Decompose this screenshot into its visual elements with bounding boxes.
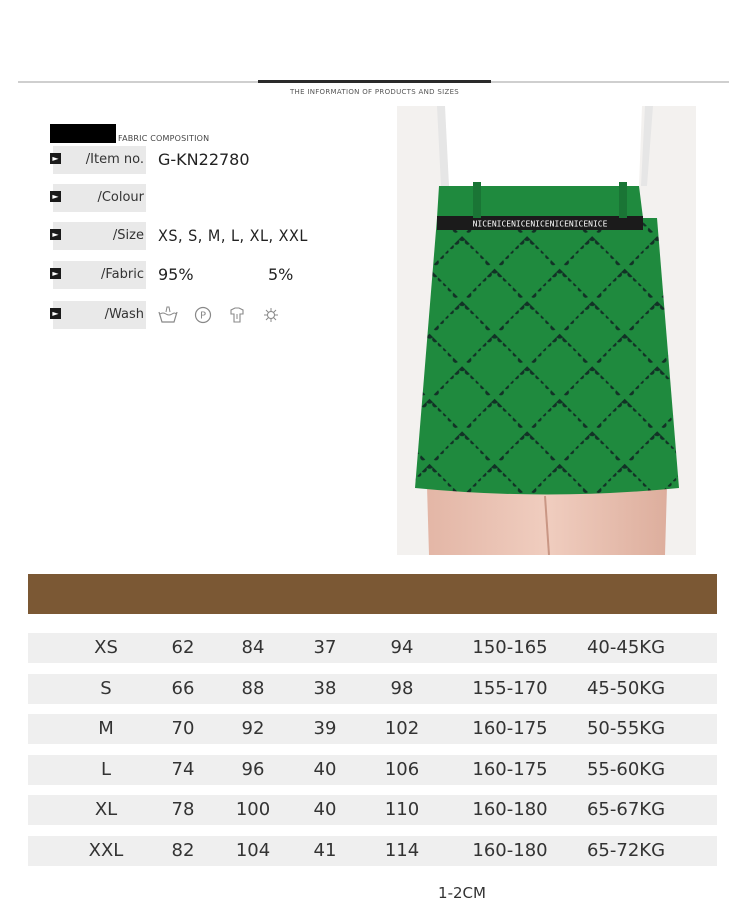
table-cell-waist: 70 bbox=[171, 718, 195, 739]
info-label: /Item no. bbox=[53, 146, 146, 174]
info-label: /Colour bbox=[53, 184, 146, 212]
table-cell-hip: 84 bbox=[241, 637, 265, 658]
table-cell-size: S bbox=[100, 678, 112, 699]
info-label: /Fabric bbox=[53, 261, 146, 289]
table-cell-waist: 78 bbox=[171, 799, 195, 820]
table-cell-hip: 104 bbox=[235, 840, 271, 861]
table-cell-hem: 98 bbox=[390, 678, 414, 699]
table-cell-size: M bbox=[98, 718, 114, 739]
size-value: XS, S, M, L, XL, XXL bbox=[158, 226, 308, 245]
table-cell-waist: 74 bbox=[171, 759, 195, 780]
section-title: THE INFORMATION OF PRODUCTS AND SIZES bbox=[289, 88, 460, 96]
table-cell-height: 160-180 bbox=[472, 799, 548, 820]
table-cell-hem: 94 bbox=[390, 637, 414, 658]
fabric-value-secondary: 5% bbox=[268, 265, 294, 284]
table-cell-hem: 114 bbox=[384, 840, 420, 861]
table-cell-weight: 50-55KG bbox=[586, 718, 666, 739]
arrow-right-icon: ► bbox=[50, 229, 61, 240]
table-cell-skirt-length: 41 bbox=[313, 840, 337, 861]
low-iron-icon bbox=[262, 306, 280, 324]
table-cell-waist: 66 bbox=[171, 678, 195, 699]
no-hang-dry-icon bbox=[228, 306, 246, 324]
table-row bbox=[28, 633, 717, 663]
table-cell-hip: 100 bbox=[235, 799, 271, 820]
table-cell-weight: 65-67KG bbox=[586, 799, 666, 820]
table-cell-size: L bbox=[100, 759, 112, 780]
wash-icons bbox=[158, 301, 280, 329]
table-cell-weight: 65-72KG bbox=[586, 840, 666, 861]
fabric-composition-label: FABRIC COMPOSITION bbox=[118, 134, 210, 143]
fabric-value-primary: 95% bbox=[158, 265, 194, 284]
product-photo bbox=[397, 106, 696, 555]
table-row bbox=[28, 755, 717, 785]
table-cell-skirt-length: 40 bbox=[313, 759, 337, 780]
arrow-right-icon: ► bbox=[50, 268, 61, 279]
table-row bbox=[28, 836, 717, 866]
dry-clean-p-icon bbox=[194, 306, 212, 324]
table-cell-size: XXL bbox=[88, 840, 124, 861]
hand-wash-icon bbox=[158, 306, 178, 324]
redacted-logo-block bbox=[50, 124, 116, 143]
top-divider-accent bbox=[258, 80, 491, 83]
table-cell-size: XS bbox=[94, 637, 118, 658]
arrow-right-icon: ► bbox=[50, 191, 61, 202]
table-cell-height: 150-165 bbox=[472, 637, 548, 658]
item-number-value: G-KN22780 bbox=[158, 150, 250, 169]
table-cell-weight: 40-45KG bbox=[586, 637, 666, 658]
table-cell-skirt-length: 39 bbox=[313, 718, 337, 739]
table-cell-skirt-length: 37 bbox=[313, 637, 337, 658]
svg-text:P: P bbox=[199, 310, 207, 322]
size-table-header-bar bbox=[28, 574, 717, 614]
arrow-right-icon: ► bbox=[50, 153, 61, 164]
table-cell-hip: 88 bbox=[241, 678, 265, 699]
table-row bbox=[28, 674, 717, 704]
table-row bbox=[28, 795, 717, 825]
measurement-tolerance-note: 1-2CM bbox=[438, 884, 486, 902]
table-cell-height: 160-180 bbox=[472, 840, 548, 861]
info-label: /Wash bbox=[53, 301, 146, 329]
table-cell-waist: 82 bbox=[171, 840, 195, 861]
table-cell-hem: 110 bbox=[384, 799, 420, 820]
arrow-right-icon: ► bbox=[50, 308, 61, 319]
table-cell-height: 155-170 bbox=[472, 678, 548, 699]
table-cell-weight: 45-50KG bbox=[586, 678, 666, 699]
table-cell-size: XL bbox=[94, 799, 118, 820]
info-label: /Size bbox=[53, 222, 146, 250]
skirt-illustration bbox=[397, 106, 696, 555]
table-cell-hip: 92 bbox=[241, 718, 265, 739]
table-cell-waist: 62 bbox=[171, 637, 195, 658]
table-cell-height: 160-175 bbox=[472, 718, 548, 739]
table-row bbox=[28, 714, 717, 744]
table-cell-skirt-length: 40 bbox=[313, 799, 337, 820]
table-cell-height: 160-175 bbox=[472, 759, 548, 780]
table-cell-skirt-length: 38 bbox=[313, 678, 337, 699]
waistband-text: NICENICENICENICENICENICENICE bbox=[472, 219, 608, 229]
table-cell-hem: 102 bbox=[384, 718, 420, 739]
table-cell-weight: 55-60KG bbox=[586, 759, 666, 780]
table-cell-hip: 96 bbox=[241, 759, 265, 780]
table-cell-hem: 106 bbox=[384, 759, 420, 780]
